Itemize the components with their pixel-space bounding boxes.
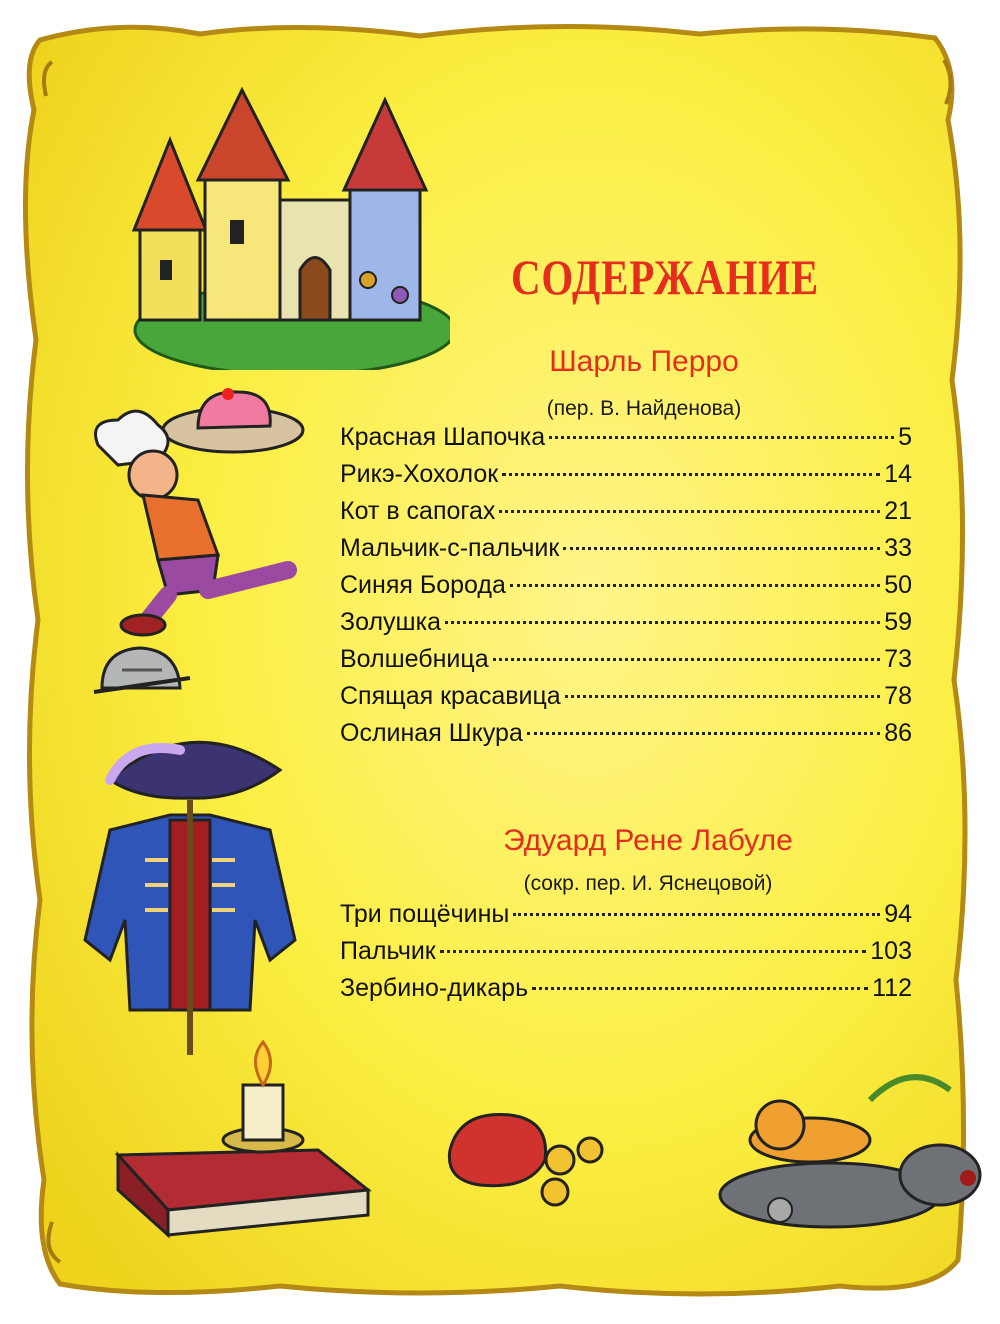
toc-entry-page: 33	[884, 534, 912, 562]
toc-entry[interactable]	[340, 497, 912, 534]
dot-leader	[563, 547, 880, 550]
toc-entry-title: Красная Шапочка	[340, 423, 546, 451]
toc-entry-title: Рикэ-Хохолок	[340, 460, 499, 488]
page-title: СОДЕРЖАНИЕ	[510, 249, 820, 305]
toc-entry[interactable]	[340, 719, 912, 756]
toc-entry-title: Три пощёчины	[340, 900, 510, 928]
dot-leader	[527, 732, 880, 735]
dot-leader	[549, 436, 894, 439]
section-author: Шарль Перро	[549, 345, 739, 378]
section-translator: (пер. В. Найденова)	[546, 397, 742, 420]
dot-leader	[499, 510, 880, 513]
toc-entry[interactable]	[340, 682, 912, 719]
toc-entry-title: Золушка	[340, 608, 441, 636]
toc-entry[interactable]	[340, 937, 912, 974]
dot-leader	[440, 950, 867, 953]
toc-entry[interactable]	[340, 534, 912, 571]
section-author: Эдуард Рене Лабуле	[503, 824, 793, 857]
hat-and-coat-illustration	[70, 720, 310, 1060]
toc-entry-page: 21	[884, 497, 912, 525]
toc-entry-page: 14	[884, 460, 912, 488]
toc-entry[interactable]	[340, 571, 912, 608]
toc-entry-page: 73	[884, 645, 912, 673]
section-translator: (сокр. пер. И. Яснецовой)	[523, 872, 773, 895]
cat-and-dog-illustration	[710, 1060, 1000, 1240]
toc-entry-page: 103	[870, 937, 912, 965]
toc-entry[interactable]	[340, 900, 912, 937]
dot-leader	[510, 584, 880, 587]
castle-illustration	[120, 80, 450, 370]
dot-leader	[493, 658, 881, 661]
toc-entry[interactable]	[340, 608, 912, 645]
toc-entry-page: 112	[872, 974, 912, 1002]
toc-entry[interactable]	[340, 645, 912, 682]
toc-entry[interactable]	[340, 423, 912, 460]
toc-list	[340, 423, 912, 756]
toc-entry-title: Ослиная Шкура	[340, 719, 523, 747]
coin-bag-illustration	[440, 1100, 610, 1210]
toc-entry-title: Пальчик	[340, 937, 436, 965]
toc-entry[interactable]	[340, 974, 912, 1011]
toc-entry[interactable]	[340, 460, 912, 497]
dot-leader	[532, 987, 868, 990]
toc-entry-title: Спящая красавица	[340, 682, 561, 710]
dot-leader	[513, 913, 880, 916]
dot-leader	[445, 621, 880, 624]
candle-and-book-illustration	[108, 1040, 378, 1240]
toc-list	[340, 900, 912, 1011]
toc-entry-title: Кот в сапогах	[340, 497, 496, 525]
toc-entry-page: 86	[884, 719, 912, 747]
dot-leader	[502, 473, 880, 476]
toc-entry-page: 50	[884, 571, 912, 599]
toc-entry-page: 59	[884, 608, 912, 636]
toc-entry-title: Волшебница	[340, 645, 489, 673]
toc-entry-title: Зербино-дикарь	[340, 974, 529, 1002]
toc-entry-title: Мальчик-с-пальчик	[340, 534, 560, 562]
chef-with-cake-illustration	[88, 380, 318, 640]
toc-entry-page: 5	[898, 423, 912, 451]
toc-entry-title: Синяя Борода	[340, 571, 506, 599]
helmet-illustration	[92, 640, 192, 700]
dot-leader	[565, 695, 880, 698]
toc-entry-page: 78	[884, 682, 912, 710]
toc-entry-page: 94	[884, 900, 912, 928]
